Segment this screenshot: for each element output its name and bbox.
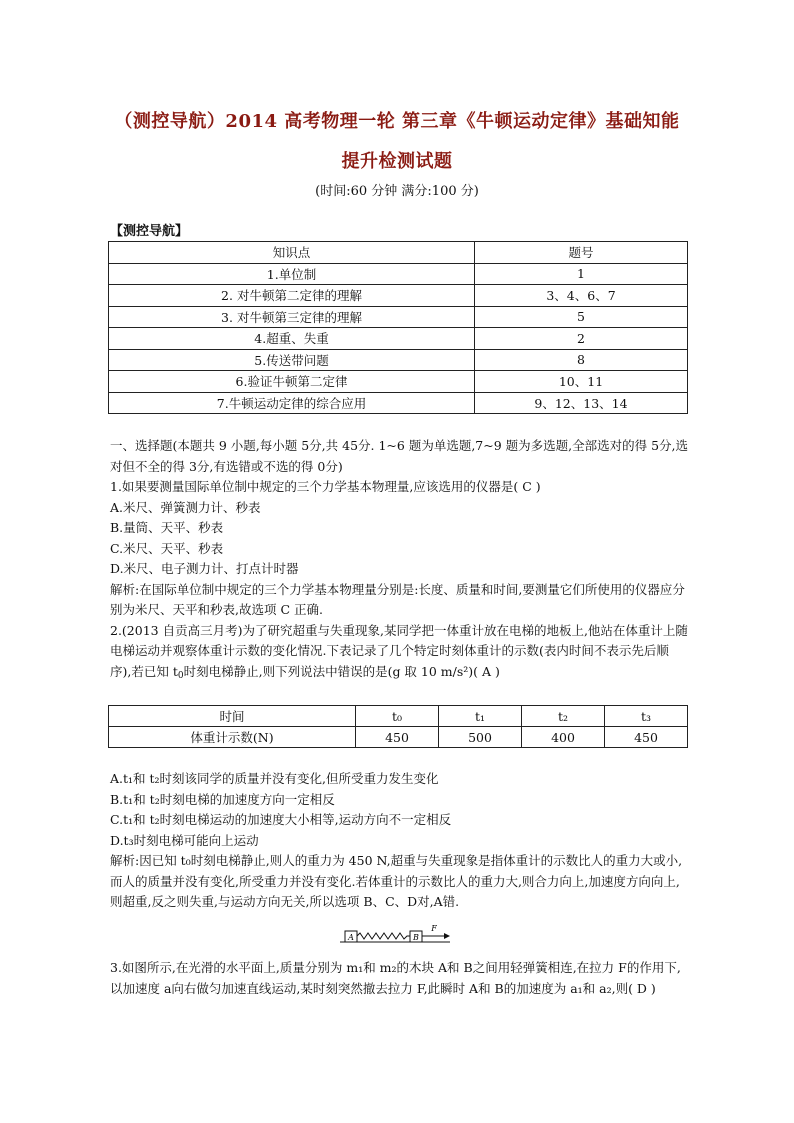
question-1-option-c: C.米尺、天平、秒表 [110, 540, 224, 556]
knowledge-point-table [108, 241, 688, 414]
exam-time-score: (时间:60 分钟 满分:100 分) [315, 184, 479, 199]
knowledge-point: 1.单位制 [109, 263, 475, 285]
question-2-stem-part: 2.(2013 自贡高三月考)为了研究超重与失重现象,某同学把一体重计放在电梯的地板上,他站在体重计上随电梯运动并观察体重计示数的变化情况.下表记录了几个特定时刻体重计的示数(表内时间不表示先后顺序),若已知 t [110, 622, 688, 679]
table-cell: t₁ [439, 706, 522, 727]
question-2-stem-part: 时刻电梯静止,则下列说法中错误的是(g 取 10 m/s²)( A ) [183, 663, 500, 679]
table-cell: 体重计示数(N) [109, 727, 356, 748]
table-row [109, 392, 688, 414]
table-cell: 时间 [109, 706, 356, 727]
table-cell: 400 [522, 727, 605, 748]
table-cell: 450 [605, 727, 688, 748]
table-cell: 500 [439, 727, 522, 748]
block-a-label: A [348, 933, 354, 942]
subscript: 0 [177, 670, 184, 681]
question-numbers: 3、4、6、7 [475, 285, 688, 307]
knowledge-point: 2. 对牛顿第二定律的理解 [109, 285, 475, 307]
table-row [109, 706, 688, 727]
question-1-option-d: D.米尺、电子测力计、打点计时器 [110, 561, 299, 576]
table-cell: t₃ [605, 706, 688, 727]
document-title: （测控导航）2014 高考物理一轮 第三章《牛顿运动定律》基础知能提升检测试题 [114, 111, 680, 172]
question-2-analysis: 解析:因已知 t₀时刻电梯静止,则人的重力为 450 N,超重与失重现象是指体重计的示数比人的重力大或小,而人的质量并没有变化,所受重力并没有变化.若体重计的示数比人的重力大,则合力向上,加速度方向向上,则超重,反之则失重,与运动方向无关,所以选项 B、C、D对,A错. [110, 853, 683, 909]
arrow-head-icon [444, 933, 450, 939]
question-2-option-c: C.t₁和 t₂时刻电梯运动的加速度大小相等,运动方向不一定相反 [110, 812, 452, 827]
question-numbers: 10、11 [475, 371, 688, 393]
table-row [109, 263, 688, 285]
table-cell: t₂ [522, 706, 605, 727]
knowledge-point: 5.传送带问题 [109, 349, 475, 371]
force-label: F [431, 924, 437, 933]
section-label: 【测控导航】 [110, 224, 189, 239]
question-1-option-a: A.米尺、弹簧测力计、秒表 [110, 499, 261, 515]
question-numbers: 2 [475, 328, 688, 350]
question-numbers: 9、12、13、14 [475, 392, 688, 414]
header-question-number: 题号 [475, 242, 688, 264]
question-1-analysis: 解析:在国际单位制中规定的三个力学基本物理量分别是:长度、质量和时间,要测量它们所使用的仪器应分别为米尺、天平和秒表,故选项 C 正确. [110, 581, 685, 617]
question-2-option-d: D.t₃时刻电梯可能向上运动 [110, 832, 259, 848]
question-2-options [110, 769, 690, 913]
question-1-option-b: B.量筒、天平、秒表 [110, 520, 224, 535]
table-row [109, 349, 688, 371]
table-cell: t₀ [356, 706, 439, 727]
question-2-option-a: A.t₁和 t₂时刻该同学的质量并没有变化,但所受重力发生变化 [110, 771, 439, 786]
knowledge-point: 4.超重、失重 [109, 328, 475, 350]
question-3 [110, 958, 690, 999]
table-row [109, 306, 688, 328]
question-1-stem: 1.如果要测量国际单位制中规定的三个力学基本物理量,应该选用的仪器是( C ) [110, 479, 541, 494]
knowledge-point: 3. 对牛顿第三定律的理解 [109, 306, 475, 328]
table-row [109, 727, 688, 748]
spring [357, 933, 410, 939]
question-3-stem: 3.如图所示,在光滑的水平面上,质量分别为 m₁和 m₂的木块 A和 B之间用轻弹簧相连,在拉力 F的作用下,以加速度 a向右做匀加速直线运动,某时刻突然撤去拉力 F,此瞬时 A和 B的加速度为 a₁和 a₂,则( D ) [110, 960, 681, 996]
table-row [109, 285, 688, 307]
section-heading: 一、选择题(本题共 9 小题,每小题 5分,共 45分. 1~6 题为单选题,7~9 题为多选题,全部选对的得 5分,选对但不全的得 3分,有选错或不选的得 0分) [110, 438, 689, 474]
question-2-option-b: B.t₁和 t₂时刻电梯的加速度方向一定相反 [110, 791, 335, 807]
table-header-row [109, 242, 688, 264]
header-knowledge-point: 知识点 [109, 242, 475, 264]
table-row [109, 328, 688, 350]
question-section-1 [110, 436, 690, 686]
knowledge-point: 6.验证牛顿第二定律 [109, 371, 475, 393]
question-numbers: 8 [475, 349, 688, 371]
knowledge-point: 7.牛顿运动定律的综合应用 [109, 392, 475, 414]
block-b-label: B [413, 933, 419, 942]
question-numbers: 5 [475, 306, 688, 328]
question-2-stem [110, 621, 690, 687]
scale-reading-table [108, 705, 688, 748]
table-cell: 450 [356, 727, 439, 748]
spring-blocks-figure [340, 922, 460, 948]
table-row [109, 371, 688, 393]
question-numbers: 1 [475, 263, 688, 285]
